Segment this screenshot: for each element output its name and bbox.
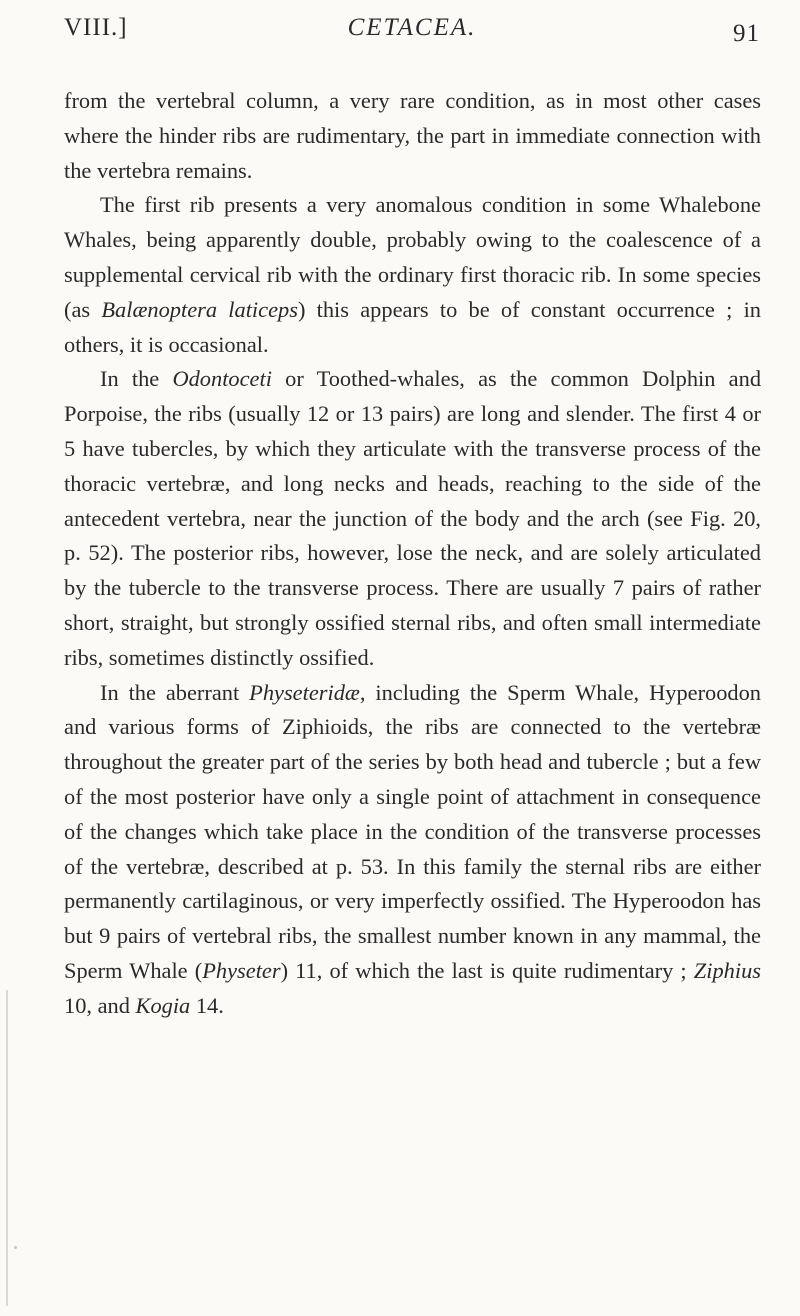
text-run: 14. [190,992,224,1018]
text-run: from the vertebral column, a very rare condition, as in most other cases where the hinder ribs are rudimentary, the part in immediate connection with the vertebra remains. [64,88,761,183]
running-head [64,8,760,47]
text-run: ) this appears to be of constant occurrence ; in others, it is occasional. [64,296,761,357]
italic-term: Ziphius [693,957,761,983]
text-run: 10, and [64,992,136,1018]
body-text [64,84,761,1024]
text-run: ) 11, of which the last is quite rudimentary ; [280,957,694,983]
italic-term: Odontoceti [172,366,272,392]
text-run: The first rib presents a very anomalous condition in some Whalebone Whales, being apparently double, probably owing to the coalescence of a supplemental cervical rib with the ordinary first thoracic rib. In some species (as [64,192,761,322]
running-title: CETACEA. [347,14,477,41]
paragraph [64,362,761,675]
paragraph [64,676,761,1024]
paragraph [64,84,761,188]
chapter-number: VIII.] [64,14,128,41]
text-run: In the [100,366,173,392]
page-number: 91 [733,20,760,47]
text-run: , including the Sperm Whale, Hyperoodon and various forms of Ziphioids, the ribs are connected to the vertebræ throughout the greater part of the series by both head and tubercle ; but a few of the most posterior have only a single point of attachment in consequence of the changes which take place in the condition of the transverse processes of the vertebræ, described at p. 53. In this family the sternal ribs are either permanently cartilaginous, or very imperfectly ossified. The Hyperoodon has but 9 pairs of vertebral ribs, the smallest number known in any mammal, the Sperm Whale ( [64,679,762,983]
text-run: or Toothed-whales, as the common Dolphin and Porpoise, the ribs (usually 12 or 13 pairs) are long and slender. The first 4 or 5 have tubercles, by which they articulate with the transverse process of the thoracic vertebræ, and long necks and heads, reaching to the side of the antecedent vertebra, near the junction of the body and the arch (see Fig. 20, p. 52). The posterior ribs, however, lose the neck, and are solely articulated by the tubercle to the transverse process. There are usually 7 pairs of rather short, straight, but strongly ossified sternal ribs, and often small intermediate ribs, sometimes distinctly ossified. [64,366,762,670]
page-speck [14,1246,17,1249]
paragraph [64,188,761,362]
text-run: In the aberrant [100,679,250,705]
page-gutter-shadow [6,990,8,1306]
italic-term: Physeter [202,957,281,983]
italic-term: Kogia [135,992,191,1018]
italic-term: Balænoptera laticeps [101,296,298,322]
italic-term: Physeteridæ [249,679,360,705]
